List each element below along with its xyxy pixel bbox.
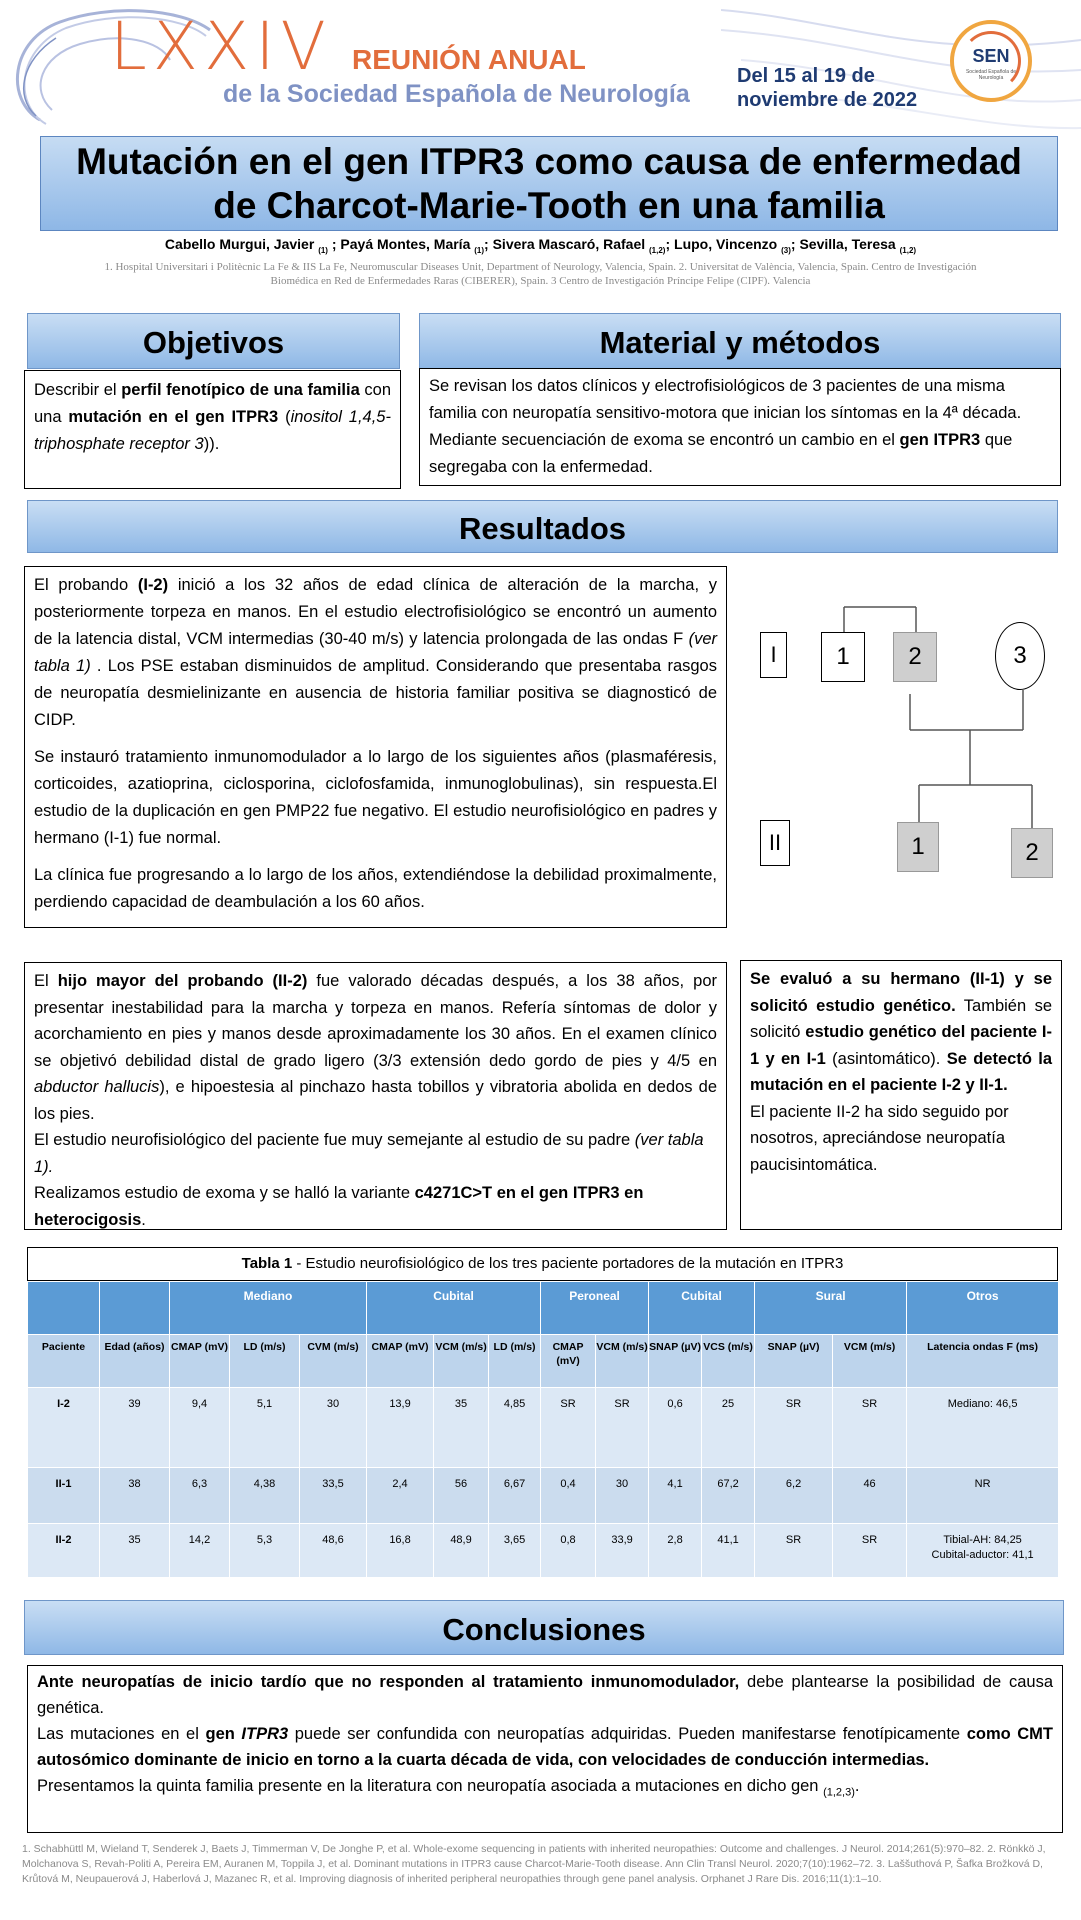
table-caption-text: - Estudio neurofisiológico de los tres paciente portadores de la mutación en ITPR3	[292, 1255, 844, 1272]
table-cell: 13,9	[367, 1388, 434, 1468]
author-separator: ;	[484, 236, 493, 252]
table-column-header: CMAP (mV)	[170, 1335, 230, 1388]
dates-line-1: Del 15 al 19 de	[737, 65, 875, 87]
text-run: puede ser confundida con neuropatías adquiridas. Pueden manifestarse fenotípicamente	[288, 1725, 967, 1743]
text-run: . Los PSE estaban disminuidos de amplitud. Considerando que presentaba rasgos de neuropatía desmielinizante en ausencia de historia familiar positiva se diagnosticó de CIDP.	[34, 657, 717, 729]
author-affiliation: (1)	[318, 245, 328, 255]
table-cell: 67,2	[702, 1468, 755, 1524]
text-run: También se solicitó	[750, 996, 1052, 1041]
text-run: El probando	[34, 576, 138, 594]
table-cell: Mediano: 46,5	[907, 1388, 1059, 1468]
resultados-paragraph-2: Se instauró tratamiento inmunomodulador a lo largo de los siguientes años (plasmaféresis, corticoides, azatioprina, ciclosporina, ciclofosfamida, inmunoglobulinas), sin respuesta.El estudio de la duplicación en gen PMP22 fue negativo. El estudio neurofisiológico en padres y hermano (I-1) fue normal.	[34, 748, 717, 847]
author-name: Lupo, Vincenzo	[674, 236, 778, 252]
table-cell: 25	[702, 1388, 755, 1468]
table-column-header: CMAP (mV)	[367, 1335, 434, 1388]
table-cell: 33,9	[596, 1524, 649, 1578]
table-row	[28, 1388, 1059, 1468]
table-cell: 35	[434, 1388, 489, 1468]
affiliations-line-1: 1. Hospital Universitari i Politècnic La Fe & IIS La Fe, Neuromuscular Diseases Unit, Department of Neurology, Valencia, Spain. 2. Universitat de València, Valencia, Spain. Centro de Investigación	[104, 261, 977, 273]
text-run-bold: hijo mayor del probando (II-2)	[57, 972, 308, 990]
table-cell: SR	[755, 1524, 833, 1578]
text-run-bold: perfil fenotípico de una familia	[121, 381, 360, 399]
author-affiliation: (1,2)	[649, 245, 666, 255]
table-group-header-row	[28, 1282, 1059, 1335]
table-cell: 5,1	[230, 1388, 300, 1468]
text-run: inició a los 32 años de edad clínica de alteración de la marcha, y posteriormente torpeza en manos. En el estudio electrofisiológico se encontró un aumento de la latencia distal, VCM intermedias (30-40 m/s) y latencia prolongada de las ondas F	[34, 576, 718, 648]
text-run-bold: estudio genético del paciente I-1 y en I-1	[750, 1023, 1052, 1068]
text-run-bold: Se detectó la mutación en el paciente I-2 y II-1.	[750, 1049, 1052, 1094]
hijo-paragraph-3	[34, 1180, 717, 1233]
hermano-body	[740, 960, 1062, 1230]
table-caption	[27, 1247, 1058, 1281]
text-run: Las mutaciones en el	[37, 1725, 206, 1743]
table-cell: 48,6	[300, 1524, 367, 1578]
author-affiliation: (1)	[474, 245, 485, 255]
text-run: que segregaba con la enfermedad.	[429, 431, 1013, 476]
table-cell: 56	[434, 1468, 489, 1524]
table-cell: 30	[596, 1468, 649, 1524]
table-cell: Tibial-AH: 84,25 Cubital-aductor: 41,1	[907, 1524, 1059, 1578]
table-group-header: Otros	[907, 1282, 1059, 1335]
table-cell: 35	[100, 1524, 170, 1578]
authors-line	[0, 236, 1081, 255]
sen-logo-subtext: Sociedad Española de Neurología	[965, 69, 1017, 81]
text-run-italic: (ver tabla 1)	[34, 630, 717, 675]
dates-line-2: noviembre de 2022	[737, 89, 918, 111]
text-run: fue valorado décadas después, a los 38 años, por presentar inestabilidad para la marcha y torpeza en manos. Refería síntomas de dolor y acorchamiento en pies y manos desde aproximadamente los 30 años. En el examen clínico se objetivó debilidad distal de grado ligero (3/3 extensión dedo gordo de pies y 4/5 en	[34, 972, 717, 1070]
table-column-header: VCS (m/s)	[702, 1335, 755, 1388]
table-group-header: Cubital	[367, 1282, 541, 1335]
table-cell: SR	[755, 1388, 833, 1468]
text-run-bold: mutación en el gen ITPR3	[68, 408, 279, 426]
table-row	[28, 1524, 1059, 1578]
hermano-paragraph-2: El paciente II-2 ha sido seguido por nosotros, apreciándose neuropatía paucisintomática.	[750, 1102, 1009, 1174]
table-cell: 14,2	[170, 1524, 230, 1578]
metodos-body	[419, 368, 1061, 486]
table-cell: 41,1	[702, 1524, 755, 1578]
text-run-bold: Se evaluó a su hermano (II-1) y se solicitó estudio genético.	[750, 970, 1052, 1015]
table-column-header: Paciente	[28, 1335, 100, 1388]
text-run-italic: inositol 1,4,5-triphosphate receptor 3	[34, 408, 391, 453]
table-cell: 4,85	[489, 1388, 541, 1468]
table-cell: 4,38	[230, 1468, 300, 1524]
poster-title	[40, 136, 1058, 231]
hijo-mayor-body	[24, 962, 727, 1230]
table-cell: 5,3	[230, 1524, 300, 1578]
table-cell: 16,8	[367, 1524, 434, 1578]
conclusiones-paragraph-3	[37, 1773, 1053, 1805]
hermano-paragraph-1	[750, 966, 1052, 1099]
text-run: Presentamos la quinta familia presente en la literatura con neuropatía asociada a mutaciones en dicho gen	[37, 1777, 824, 1795]
table-group-header: Peroneal	[541, 1282, 649, 1335]
neurophysiology-table	[27, 1281, 1059, 1578]
text-run-bold: gen ITPR3	[899, 431, 981, 449]
pedigree-individual-I-1: 1	[821, 632, 865, 682]
table-cell: 0,6	[649, 1388, 702, 1468]
table-cell-patient: II-2	[28, 1524, 100, 1578]
table-cell: 33,5	[300, 1468, 367, 1524]
title-line-2: de Charcot-Marie-Tooth en una familia	[213, 185, 885, 226]
metodos-heading: Material y métodos	[419, 313, 1061, 369]
pedigree-individual-I-2-affected: 2	[893, 632, 937, 682]
resultados-paragraph-1	[34, 572, 717, 734]
author-name: Sivera Mascaró, Rafael	[492, 236, 646, 252]
table-column-header: Edad (años)	[100, 1335, 170, 1388]
author-name: Sevilla, Teresa	[799, 236, 896, 252]
author-affiliation: (3)	[781, 245, 791, 255]
author-affiliation: (1,2)	[899, 245, 917, 255]
text-run-bold-italic: ITPR3	[241, 1725, 289, 1743]
table-cell-patient: II-1	[28, 1468, 100, 1524]
resultados-paragraph-3: La clínica fue progresando a lo largo de los años, extendiéndose la debilidad proximalmente, perdiendo capacidad de deambulación a los 60 años.	[34, 866, 717, 911]
sen-logo	[950, 20, 1032, 102]
table-cell: 46	[833, 1468, 907, 1524]
conclusiones-paragraph-2	[37, 1721, 1053, 1773]
author-name: Payá Montes, María	[340, 236, 471, 252]
conclusiones-body	[27, 1665, 1063, 1833]
text-run-bold: (I-2)	[137, 576, 169, 594]
hijo-paragraph-1	[34, 968, 717, 1127]
table-group-header: Mediano	[170, 1282, 367, 1335]
table-cell: 0,8	[541, 1524, 596, 1578]
resultados-heading: Resultados	[27, 500, 1058, 553]
table-cell: 4,1	[649, 1468, 702, 1524]
table-column-header: SNAP (µV)	[755, 1335, 833, 1388]
pedigree-individual-II-1-affected: 1	[897, 822, 939, 872]
congress-meeting: REUNIÓN ANUAL	[352, 44, 586, 75]
table-cell: 6,67	[489, 1468, 541, 1524]
congress-edition: LXXIV	[110, 8, 332, 85]
conclusiones-heading: Conclusiones	[24, 1600, 1064, 1655]
text-run: (	[278, 408, 291, 426]
table-cell: SR	[833, 1524, 907, 1578]
table-cell: 6,2	[755, 1468, 833, 1524]
text-run-bold: c4271C>T en el gen ITPR3 en heterocigosis	[34, 1184, 644, 1229]
text-run-bold: Ante neuropatías de inicio tardío que no responden al tratamiento inmunomodulador,	[37, 1673, 740, 1691]
conclusiones-paragraph-1	[37, 1669, 1053, 1721]
text-run: Realizamos estudio de exoma y se halló la variante	[34, 1184, 415, 1202]
table-cell: 38	[100, 1468, 170, 1524]
text-run: con una	[34, 381, 391, 426]
text-run: (asintomático).	[825, 1049, 947, 1068]
affiliations-line-2: Biomédica en Red de Enfermedades Raras (CIBERER), Spain. 3 Centro de Investigación Príncipe Felipe (CIPF). Valencia	[270, 275, 811, 287]
table-row	[28, 1468, 1059, 1524]
table-caption-label: Tabla 1	[241, 1255, 293, 1272]
table-cell-patient: I-2	[28, 1388, 100, 1468]
citation-reference: (1,2,3)	[823, 1786, 855, 1799]
text-run-italic: abductor hallucis	[34, 1078, 160, 1096]
table-cell: 2,4	[367, 1468, 434, 1524]
title-line-1: Mutación en el gen ITPR3 como causa de enfermedad	[76, 141, 1022, 182]
table-cell: 0,4	[541, 1468, 596, 1524]
table-group-header: Cubital	[649, 1282, 755, 1335]
text-run: Describir el	[34, 381, 122, 399]
resultados-body	[24, 566, 727, 928]
pedigree-individual-II-2-affected: 2	[1011, 828, 1053, 878]
text-run: .	[141, 1210, 146, 1229]
hijo-paragraph-2	[34, 1127, 717, 1180]
table-column-header: LD (m/s)	[230, 1335, 300, 1388]
table-column-header: VCM (m/s)	[596, 1335, 649, 1388]
text-run: El estudio neurofisiológico del paciente fue muy semejante al estudio de su padre	[34, 1131, 635, 1149]
table-group-header	[100, 1282, 170, 1335]
table-column-header: SNAP (µV)	[649, 1335, 702, 1388]
author-name: Cabello Murgui, Javier	[164, 236, 315, 252]
table-cell: 2,8	[649, 1524, 702, 1578]
text-run-italic: (ver tabla 1).	[34, 1131, 704, 1176]
text-run: El	[34, 972, 58, 990]
text-run: Se revisan los datos clínicos y electrofisiológicos de 3 pacientes de una misma familia con neuropatía sensitivo-motora que inician los síntomas en la 4ª década. Mediante secuenciación de exoma se encontró un cambio en el	[429, 377, 1022, 449]
table-column-header-row	[28, 1335, 1059, 1388]
text-run-bold: como CMT autosómico dominante de inicio en torno a la cuarta década de vida, con velocidades de conducción intermedias.	[37, 1725, 1054, 1769]
table-cell: 39	[100, 1388, 170, 1468]
text-run: .	[854, 1777, 860, 1795]
author-separator: ;	[665, 236, 675, 252]
references: 1. Schabhüttl M, Wieland T, Senderek J, Baets J, Timmerman V, De Jonghe P, et al. Whole-exome sequencing in patients with inherited neuropathies: Outcome and challenges. J Neurol. 2014;261(5):970–82. 2. Rönkkö J, Molchanova S, Revah-Politi A, Pereira EM, Auranen M, Toppila J, et al. Dominant mutations in ITPR3 cause Charcot-Marie-Tooth disease. Ann Clin Transl Neurol. 2020;7(10):1962–72. 3. Laššuthová P, Šafka Brožková D, Krůtová M, Neupauerová J, Haberlová J, Mazanec R, et al. Improving diagnosis of inherited peripheral neuropathies through gene panel analysis. Orphanet J Rare Dis. 2016;11(1):1–10.	[22, 1843, 1046, 1885]
text-run: )).	[203, 435, 220, 453]
table-column-header: LD (m/s)	[489, 1335, 541, 1388]
table-cell: 6,3	[170, 1468, 230, 1524]
affiliations	[30, 260, 1051, 288]
objetivos-heading: Objetivos	[27, 313, 400, 369]
table-cell: SR	[833, 1388, 907, 1468]
table-column-header: VCM (m/s)	[833, 1335, 907, 1388]
generation-label-i: I	[760, 632, 787, 678]
pedigree-individual-I-3: 3	[995, 622, 1045, 690]
table-cell: SR	[541, 1388, 596, 1468]
author-separator: ;	[790, 236, 800, 252]
table-column-header: Latencia ondas F (ms)	[907, 1335, 1059, 1388]
table-group-header: Sural	[755, 1282, 907, 1335]
text-run-bold: gen	[205, 1725, 242, 1743]
table-column-header: VCM (m/s)	[434, 1335, 489, 1388]
text-run: debe plantearse la posibilidad de causa genética.	[37, 1673, 1053, 1717]
congress-society: de la Sociedad Española de Neurología	[223, 80, 690, 108]
table-column-header: CMAP (mV)	[541, 1335, 596, 1388]
author-separator: ;	[327, 236, 341, 252]
generation-label-ii: II	[760, 820, 790, 866]
text-run: ), e hipoestesia al pinchazo hasta tobillos y vibratoria abolida en dedos de los pies.	[34, 1078, 718, 1123]
table-cell: 30	[300, 1388, 367, 1468]
congress-dates	[737, 64, 917, 112]
table-group-header	[28, 1282, 100, 1335]
table-cell: 9,4	[170, 1388, 230, 1468]
table-cell: SR	[596, 1388, 649, 1468]
congress-banner	[0, 0, 1081, 132]
sen-logo-text: SEN	[972, 46, 1010, 66]
table-cell: 48,9	[434, 1524, 489, 1578]
table-cell: NR	[907, 1468, 1059, 1524]
table-column-header: CVM (m/s)	[300, 1335, 367, 1388]
objetivos-body	[24, 370, 401, 489]
table-cell: 3,65	[489, 1524, 541, 1578]
table-body	[28, 1388, 1059, 1578]
